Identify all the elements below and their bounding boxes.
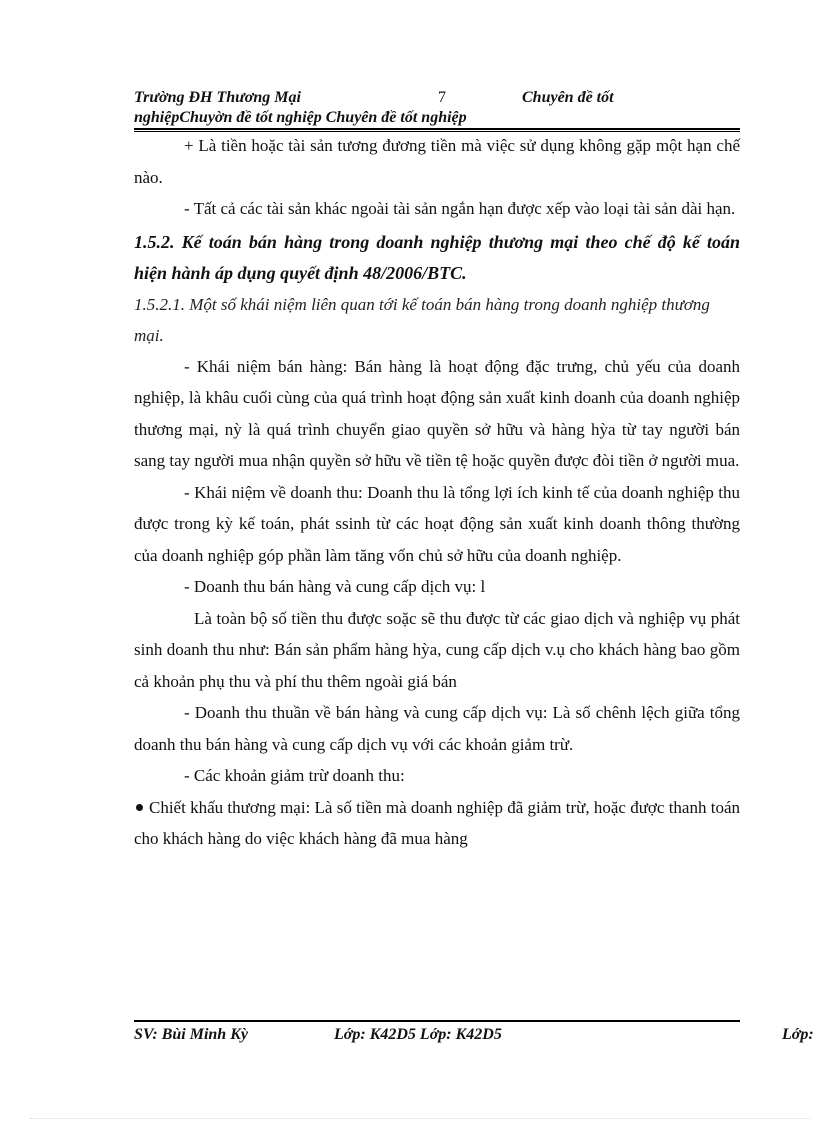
footer-student: SV: Bùi Minh Kỳ: [134, 1026, 248, 1043]
list-item-trade-discount: [134, 792, 740, 855]
paragraph-revenue-concept: - Khái niệm về doanh thu: Doanh thu là tổng lợi ích kinh tế của doanh nghiệp thu được trong kỳ kế toán, phát ssinh từ các hoạt động sản xuất kinh doanh thông thường của doanh nghiệp góp phần làm tăng vốn chủ sở hữu của doanh nghiệp.: [134, 482, 740, 565]
paragraph-sales-revenue: - Doanh thu bán hàng và cung cấp dịch vụ: l: [184, 577, 486, 596]
section-heading: 1.5.2. Kế toán bán hàng trong doanh nghiệp thương mại theo chế độ kế toán hiện hành áp dụng quyết định 48/2006/BTC.: [134, 231, 740, 283]
footer-class-cut: Lớp:: [782, 1026, 814, 1043]
paragraph-long-term-assets: - Tất cả các tài sản khác ngoài tài sản ngắn hạn được xếp vào loại tài sản dài hạn.: [184, 199, 736, 218]
bullet-icon: [136, 804, 143, 811]
trade-discount-text: Chiết khấu thương mại: Là số tiền mà doanh nghiệp đã giảm trừ, hoặc được thanh toán cho khách hàng do việc khách hàng đã mua hàng: [134, 797, 740, 848]
header-title: Chuyên đề tốt: [522, 89, 614, 106]
paragraph-sales-revenue-definition: Là toàn bộ số tiền thu được soặc sẽ thu được từ các giao dịch và nghiệp vụ phát sinh doanh thu như: Bán sản phẩm hàng hỳa, cung cấp dịch v.ụ cho khách hàng bao gồm cả khoản phụ thu và phí thu thêm ngoài giá bán: [134, 608, 740, 691]
paragraph-net-revenue: - Doanh thu thuần về bán hàng và cung cấp dịch vụ: Là số chênh lệch giữa tổng doanh thu bán hàng và cung cấp dịch vụ với các khoản giảm trừ.: [134, 703, 740, 754]
page-number: 7: [438, 89, 446, 106]
footer-rule: [134, 1020, 740, 1022]
paragraph-cash-equivalents: + Là tiền hoặc tài sản tương đương tiền mà việc sử dụng không gặp một hạn chế nào.: [134, 136, 740, 187]
footer-class: Lớp: K42D5 Lớp: K42D5: [334, 1026, 502, 1043]
paragraph-sales-concept: - Khái niệm bán hàng: Bán hàng là hoạt động đặc trưng, chủ yếu của doanh nghiệp, là khâu cuối cùng của quá trình hoạt động sản xuất kinh doanh của doanh nghiệp thương mại, nỳ là quá trình chuyển giao quyền sở hữu và hàng hỳa từ tay người bán sang tay người mua nhận quyền sở hữu về tiền tệ hoặc quyền được đòi tiền ở người mua.: [134, 356, 740, 470]
header-school: Trường ĐH Thương Mại: [134, 89, 301, 106]
header-subtitle: nghiệpChuyờn đề tốt nghiệp Chuyên đề tốt nghiệp: [134, 109, 467, 126]
subsection-heading: 1.5.2.1. Một số khái niệm liên quan tới kế toán bán hàng trong doanh nghiệp thương mại.: [134, 294, 710, 345]
paragraph-revenue-deductions: - Các khoản giảm trừ doanh thu:: [184, 766, 405, 785]
page-edge-divider: [30, 1118, 810, 1119]
page-body: [134, 130, 740, 855]
